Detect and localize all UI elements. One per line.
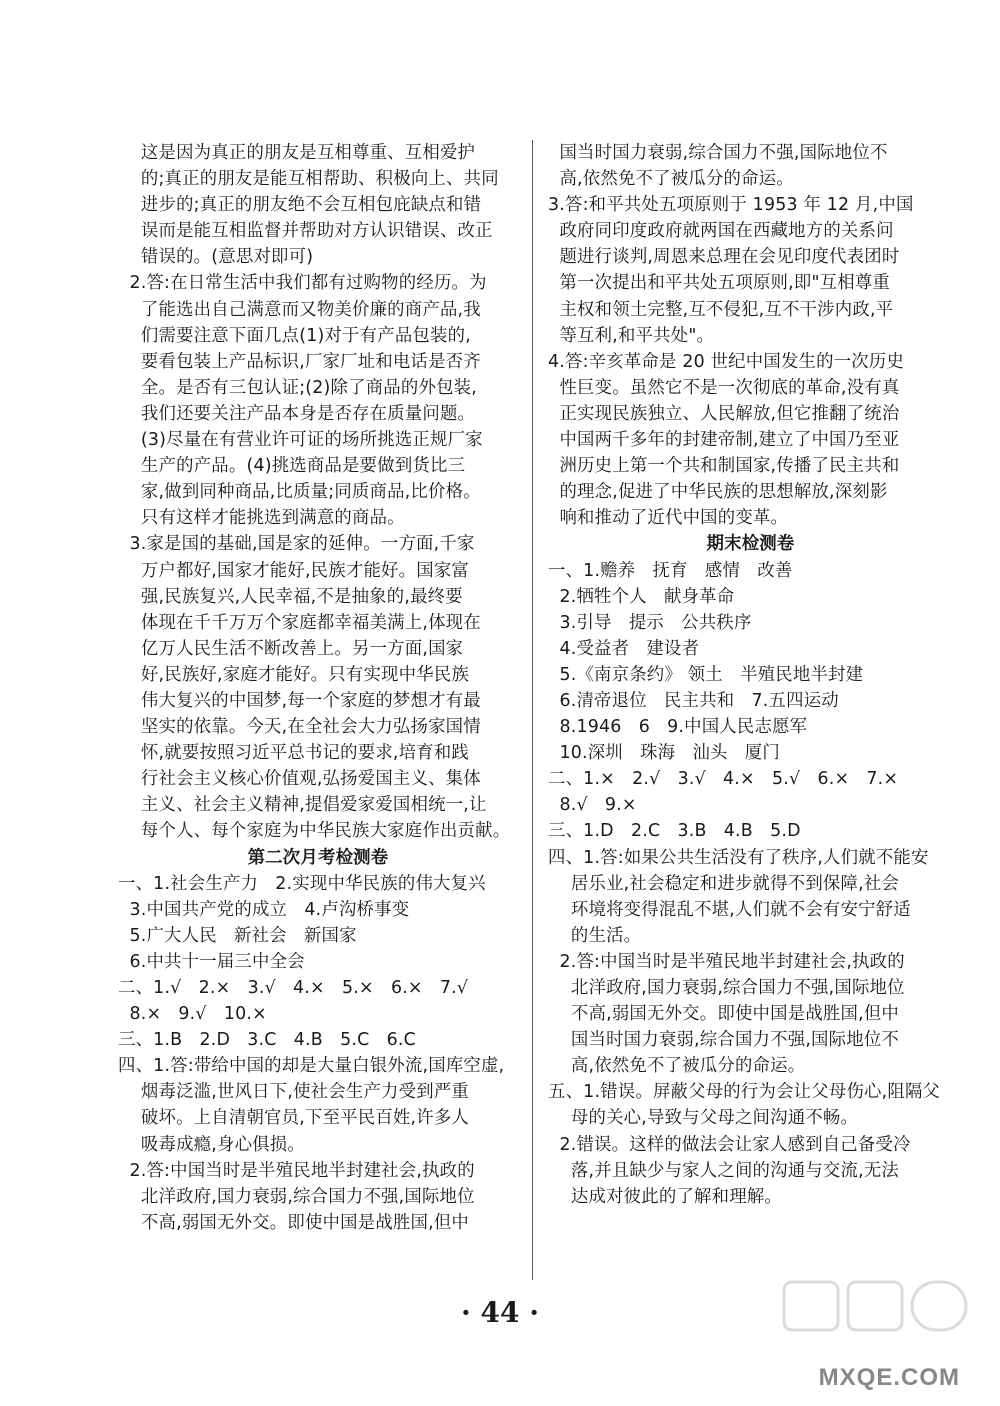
text-line: 破坏。上自清朝官员,下至平民百姓,许多人 bbox=[118, 1108, 470, 1129]
text-line: 3.家是国的基础,国是家的延伸。一方面,千家 bbox=[118, 534, 475, 555]
text-line: 4.受益者 建设者 bbox=[548, 638, 700, 659]
text-line: 一、1.社会生产力 2.实现中华民族的伟大复兴 bbox=[118, 873, 486, 894]
text-line: 我们还要关注产品本身是否存在质量问题。 bbox=[118, 403, 476, 424]
text-line: 只有这样才能挑选到满意的商品。 bbox=[118, 508, 405, 529]
watermark-logo bbox=[780, 1276, 970, 1366]
text-line: 二、1.√ 2.× 3.√ 4.× 5.× 6.× 7.√ bbox=[118, 978, 469, 998]
text-line: 第一次提出和平共处五项原则,即"互相尊重 bbox=[548, 273, 891, 294]
text-line: 四、1.答:如果公共生活没有了秩序,人们就不能安 bbox=[548, 847, 929, 868]
text-line: 高,依然免不了被瓜分的命运。 bbox=[548, 169, 794, 190]
text-line: 性巨变。虽然它不是一次彻底的革命,没有真 bbox=[548, 377, 900, 398]
text-line: 8.1946 6 9.中国人民志愿军 bbox=[548, 717, 808, 738]
text-line: 伟大复兴的中国梦,每一个家庭的梦想才有最 bbox=[118, 690, 481, 711]
text-line: 要看包装上产品标识,厂家厂址和电话是否齐 bbox=[118, 351, 481, 372]
text-line: 2.答:中国当时是半殖民地半封建社会,执政的 bbox=[118, 1160, 475, 1181]
text-line: 二、1.× 2.√ 3.√ 4.× 5.√ 6.× 7.× bbox=[548, 769, 899, 790]
text-line: 等互利,和平共处"。 bbox=[548, 325, 715, 346]
text-line: 全。是否有三包认证;(2)除了商品的外包装, bbox=[118, 377, 477, 398]
text-line: (3)尽量在有营业许可证的场所挑选正规厂家 bbox=[118, 430, 483, 451]
column-divider bbox=[532, 140, 533, 1280]
text-line: 主义、社会主义精神,提倡爱家爱国相统一,让 bbox=[118, 795, 487, 816]
text-line: 三、1.D 2.C 3.B 4.B 5.D bbox=[548, 821, 801, 842]
text-line: 们需要注意下面几点(1)对于有产品包装的, bbox=[118, 325, 471, 346]
text-line: 5.广大人民 新社会 新国家 bbox=[118, 925, 357, 946]
text-line: 一、1.赡养 抚育 感情 改善 bbox=[548, 560, 793, 581]
text-line: 达成对彼此的了解和理解。 bbox=[548, 1186, 783, 1207]
text-line: 错误的。(意思对即可) bbox=[118, 247, 314, 268]
text-line: 了能选出自己满意而又物美价廉的商产品,我 bbox=[118, 299, 481, 320]
text-line: 8.√ 9.× bbox=[548, 795, 637, 816]
text-line: 烟毒泛滥,世风日下,使社会生产力受到严重 bbox=[118, 1082, 470, 1103]
text-line: 2.牺牲个人 献身革命 bbox=[548, 586, 735, 607]
right-column bbox=[548, 140, 953, 1210]
text-line: 行社会主义核心价值观,弘扬爱国主义、集体 bbox=[118, 769, 481, 790]
text-line: 的;真正的朋友是能互相帮助、积极向上、共同 bbox=[118, 169, 499, 190]
text-line: 四、1.答:带给中国的却是大量白银外流,国库空虚, bbox=[118, 1056, 505, 1077]
watermark-text: MXQE.COM bbox=[818, 1364, 960, 1391]
text-line: 2.错误。这样的做法会让家人感到自己备受冷 bbox=[548, 1134, 911, 1155]
text-line: 母的关心,导致与父母之间沟通不畅。 bbox=[548, 1108, 859, 1129]
text-line: 进步的;真正的朋友绝不会互相包庇缺点和错 bbox=[118, 195, 482, 216]
text-line: 生产的产品。(4)挑选商品是要做到货比三 bbox=[118, 456, 466, 477]
text-line: 万户都好,国家才能好,民族才能好。国家富 bbox=[118, 560, 470, 581]
text-line: 北洋政府,国力衰弱,综合国力不强,国际地位 bbox=[548, 978, 905, 998]
text-line: 北洋政府,国力衰弱,综合国力不强,国际地位 bbox=[118, 1186, 475, 1207]
text-line: 2.答:在日常生活中我们都有过购物的经历。为 bbox=[118, 273, 487, 294]
text-line: 高,依然免不了被瓜分的命运。 bbox=[548, 1056, 806, 1077]
text-line: 国当时国力衰弱,综合国力不强,国际地位不 bbox=[548, 1030, 900, 1051]
text-line: 题进行谈判,周恩来总理在会见印度代表团时 bbox=[548, 247, 900, 268]
page-number: · 44 · bbox=[461, 1296, 539, 1329]
text-line: 8.× 9.√ 10.× bbox=[118, 1004, 267, 1025]
text-line: 家,做到同种商品,比质量;同质商品,比价格。 bbox=[118, 482, 481, 503]
text-line: 中国两千多年的封建帝制,建立了中国乃至亚 bbox=[548, 430, 900, 451]
text-line: 这是因为真正的朋友是互相尊重、互相爱护 bbox=[118, 143, 476, 163]
text-line: 4.答:辛亥革命是 20 世纪中国发生的一次历史 bbox=[548, 351, 905, 372]
text-line: 强,民族复兴,人民幸福,不是抽象的,最终要 bbox=[118, 586, 463, 607]
text-line: 5.《南京条约》 领土 半殖民地半封建 bbox=[548, 664, 864, 685]
text-line: 响和推动了近代中国的变革。 bbox=[548, 508, 789, 529]
text-line: 6.清帝退位 民主共和 7.五四运动 bbox=[548, 690, 839, 711]
text-line: 政府同印度政府就两国在西藏地方的关系问 bbox=[548, 221, 894, 242]
text-line: 国当时国力衰弱,综合国力不强,国际地位不 bbox=[548, 143, 888, 163]
text-line: 坚实的依靠。今天,在全社会大力弘扬家国情 bbox=[118, 717, 481, 738]
text-line: 五、1.错误。屏蔽父母的行为会让父母伤心,阻隔父 bbox=[548, 1082, 941, 1103]
text-line: 每个人、每个家庭为中华民族大家庭作出贡献。 bbox=[118, 821, 511, 842]
text-line: 洲历史上第一个共和制国家,传播了民主共和 bbox=[548, 456, 900, 477]
text-line: 主权和领土完整,互不侵犯,互不干涉内政,平 bbox=[548, 299, 894, 320]
text-line: 不高,弱国无外交。即使中国是战胜国,但中 bbox=[548, 1004, 900, 1025]
text-line: 吸毒成瘾,身心俱损。 bbox=[118, 1134, 305, 1155]
text-line: 三、1.B 2.D 3.C 4.B 5.C 6.C bbox=[118, 1030, 416, 1051]
text-line: 3.中国共产党的成立 4.卢沟桥事变 bbox=[118, 899, 410, 920]
answer-stamp-icon bbox=[780, 1276, 970, 1336]
text-line: 3.答:和平共处五项原则于 1953 年 12 月,中国 bbox=[548, 195, 914, 216]
text-line: 体现在千千万万个家庭都幸福美满上,体现在 bbox=[118, 612, 481, 633]
text-line: 落,并且缺少与家人之间的沟通与交流,无法 bbox=[548, 1160, 900, 1181]
text-line: 误而是能互相监督并帮助对方认识错误、改正 bbox=[118, 221, 493, 242]
text-line: 怀,就要按照习近平总书记的要求,培育和践 bbox=[118, 743, 470, 764]
section-heading: 期末检测卷 bbox=[706, 534, 795, 555]
left-column bbox=[118, 140, 518, 1236]
text-line: 正实现民族独立、人民解放,但它推翻了统治 bbox=[548, 403, 900, 424]
text-line: 环境将变得混乱不堪,人们就不会有安宁舒适 bbox=[548, 899, 911, 920]
section-heading: 第二次月考检测卷 bbox=[247, 847, 389, 868]
text-line: 不高,弱国无外交。即使中国是战胜国,但中 bbox=[118, 1212, 470, 1233]
text-line: 10.深圳 珠海 汕头 厦门 bbox=[548, 743, 780, 764]
text-line: 好,民族好,家庭才能好。只有实现中华民族 bbox=[118, 664, 470, 685]
text-line: 的生活。 bbox=[548, 925, 642, 946]
text-line: 2.答:中国当时是半殖民地半封建社会,执政的 bbox=[548, 951, 905, 972]
text-line: 6.中共十一届三中全会 bbox=[118, 951, 305, 972]
text-line: 3.引导 提示 公共秩序 bbox=[548, 612, 752, 633]
text-line: 的理念,促进了中华民族的思想解放,深刻影 bbox=[548, 482, 888, 503]
text-line: 亿万人民生活不断改善上。另一方面,国家 bbox=[118, 638, 464, 659]
text-line: 居乐业,社会稳定和进步就得不到保障,社会 bbox=[548, 873, 900, 894]
